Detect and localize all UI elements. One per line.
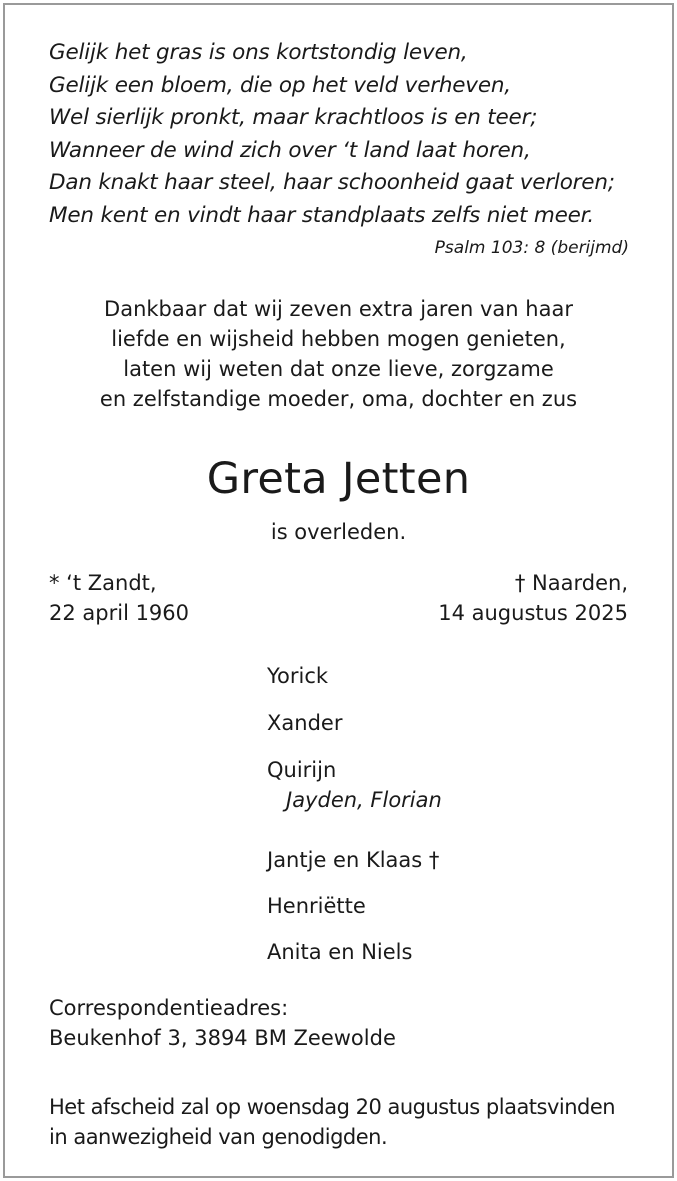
announcement-frame [3, 3, 674, 1178]
poem-line: Gelijk het gras is ons kortstondig leven, [49, 40, 468, 65]
grandchildren: Jayden, Florian [286, 788, 442, 812]
poem-line: Gelijk een bloem, die op het veld verheven, [49, 72, 511, 98]
family-member: Xander [267, 711, 343, 735]
death-date: 14 augustus 2025 [438, 601, 628, 625]
announcement-content [5, 5, 672, 1176]
poem-line: Men kent en vindt haar standplaats zelfs niet meer. [49, 202, 594, 228]
birth-date: 22 april 1960 [49, 601, 190, 625]
family-member: Jantje en Klaas † [267, 848, 440, 872]
intro-line: Dankbaar dat wij zeven extra jaren van haar [104, 297, 573, 321]
farewell-line: Het afscheid zal op woensdag 20 augustus plaatsvinden [49, 1095, 616, 1119]
intro-text [5, 294, 672, 414]
poem-line: Dan knakt haar steel, haar schoonheid gaat verloren; [49, 170, 615, 195]
family-member: Anita en Niels [267, 940, 413, 964]
correspondence-label: Correspondentieadres: [49, 996, 289, 1020]
farewell-notice [49, 1092, 615, 1152]
poem-line: Wanneer de wind zich over ‘t land laat horen, [49, 137, 531, 163]
farewell-line: in aanwezigheid van genodigden. [49, 1125, 388, 1149]
family-member: Quirijn [267, 758, 337, 782]
intro-line: liefde en wijsheid hebben mogen genieten, [111, 327, 566, 351]
correspondence-address: Beukenhof 3, 3894 BM Zeewolde [49, 1026, 396, 1050]
deceased-name: Greta Jetten [206, 454, 471, 504]
intro-line: en zelfstandige moeder, oma, dochter en zus [99, 387, 578, 411]
poem [49, 37, 649, 232]
intro-line: laten wij weten dat onze lieve, zorgzame [123, 357, 554, 381]
family-member: Yorick [267, 664, 329, 688]
poem-source: Psalm 103: 8 (berijmd) [434, 238, 629, 258]
birth-info [49, 568, 189, 628]
death-place: † Naarden, [514, 571, 628, 595]
correspondence-block [49, 993, 396, 1053]
family-member: Henriëtte [267, 894, 366, 918]
death-info [438, 568, 628, 628]
birth-place: * ‘t Zandt, [49, 571, 157, 595]
deceased-announcement: is overleden. [270, 520, 407, 544]
poem-line: Wel sierlijk pronkt, maar krachtloos is en teer; [49, 105, 538, 130]
